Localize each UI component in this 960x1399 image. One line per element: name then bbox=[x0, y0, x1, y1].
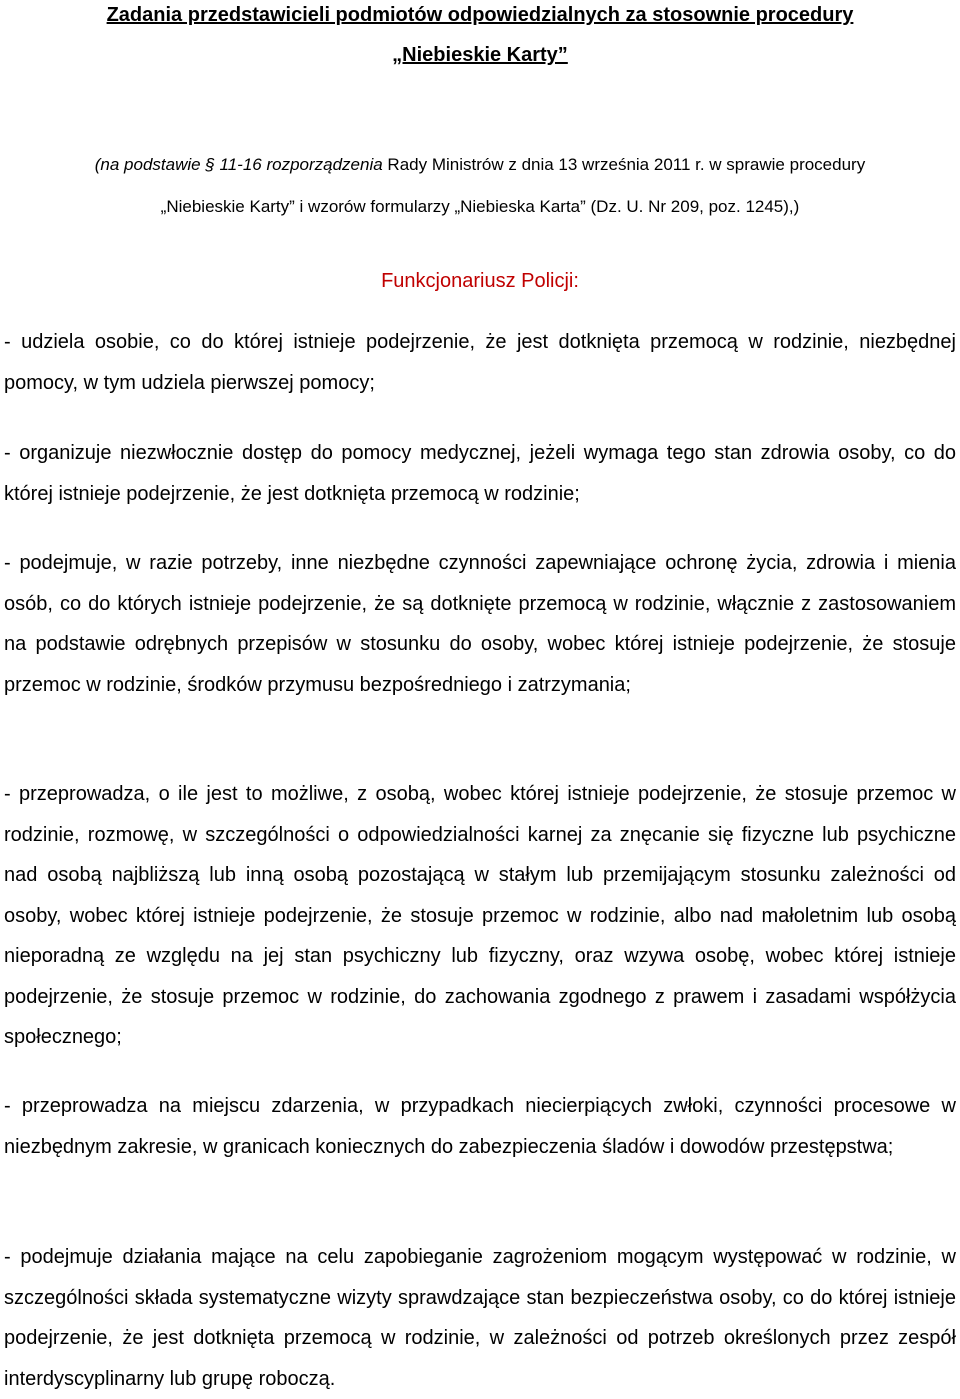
document-subtitle: „Niebieskie Karty” bbox=[392, 44, 568, 66]
duty-paragraph: - przeprowadza, o ile jest to możliwe, z osobą, wobec której istnieje podejrzenie, że stosuje przemoc w rodzinie, rozmowę, w szczególności o odpowiedzialności karnej za znęcanie się fizyczne lub psychiczne nad osobą najbliższą lub inną osobą pozostającą w stałym lub przemijającym stosunku zależności od osoby, wobec której istnieje podejrzenie, że stosuje przemoc w rodzinie, albo nad małoletnim lub osobą nieporadną ze względu na jej stan psychiczny lub fizyczny, oraz wzywa osobę, wobec której istnieje podejrzenie, że stosuje przemoc w rodzinie, do zachowania zgodnego z prawem i zasadami współżycia społecznego; bbox=[4, 783, 956, 1048]
duty-paragraph: - podejmuje, w razie potrzeby, inne niezbędne czynności zapewniające ochronę życia, zdrowia i mienia osób, co do których istnieje podejrzenie, że są dotknięte przemocą w rodzinie, włącznie z zastosowaniem na podstawie odrębnych przepisów w stosunku do osoby, wobec której istnieje podejrzenie, że stosuje przemoc w rodzinie, środków przymusu bezpośredniego i zatrzymania; bbox=[4, 552, 956, 696]
legal-basis-intro: (na podstawie § 11-16 rozporządzenia bbox=[94, 155, 388, 174]
section-heading: Funkcjonariusz Policji: bbox=[381, 270, 579, 292]
document-title: Zadania przedstawicieli podmiotów odpowiedzialnych za stosownie procedury bbox=[106, 4, 854, 26]
duty-paragraph: - udziela osobie, co do której istnieje podejrzenie, że jest dotknięta przemocą w rodzinie, niezbędnej pomocy, w tym udziela pierwszej pomocy; bbox=[4, 331, 956, 394]
duty-paragraph: - przeprowadza na miejscu zdarzenia, w przypadkach niecierpiących zwłoki, czynności procesowe w niezbędnym zakresie, w granicach koniecznych do zabezpieczenia śladów i dowodów przestępstwa; bbox=[4, 1095, 956, 1158]
legal-basis-regulation: Rady Ministrów z dnia 13 września 2011 r. w sprawie procedury bbox=[387, 155, 866, 174]
duty-paragraph: - organizuje niezwłocznie dostęp do pomocy medycznej, jeżeli wymaga tego stan zdrowia osoby, co do której istnieje podejrzenie, że jest dotknięta przemocą w rodzinie; bbox=[4, 442, 956, 505]
duty-paragraph: - podejmuje działania mające na celu zapobieganie zagrożeniom mogącym występować w rodzinie, w szczególności składa systematyczne wizyty sprawdzające stan bezpieczeństwa osoby, co do której istnieje podejrzenie, że jest dotknięta przemocą w rodzinie, w zależności od potrzeb określonych przez zespół interdyscyplinarny lub grupę roboczą. bbox=[4, 1246, 956, 1390]
legal-basis-line-2: „Niebieskie Karty” i wzorów formularzy „Niebieska Karta” (Dz. U. Nr 209, poz. 1245),) bbox=[160, 197, 800, 216]
legal-basis-line-1 bbox=[0, 154, 960, 176]
